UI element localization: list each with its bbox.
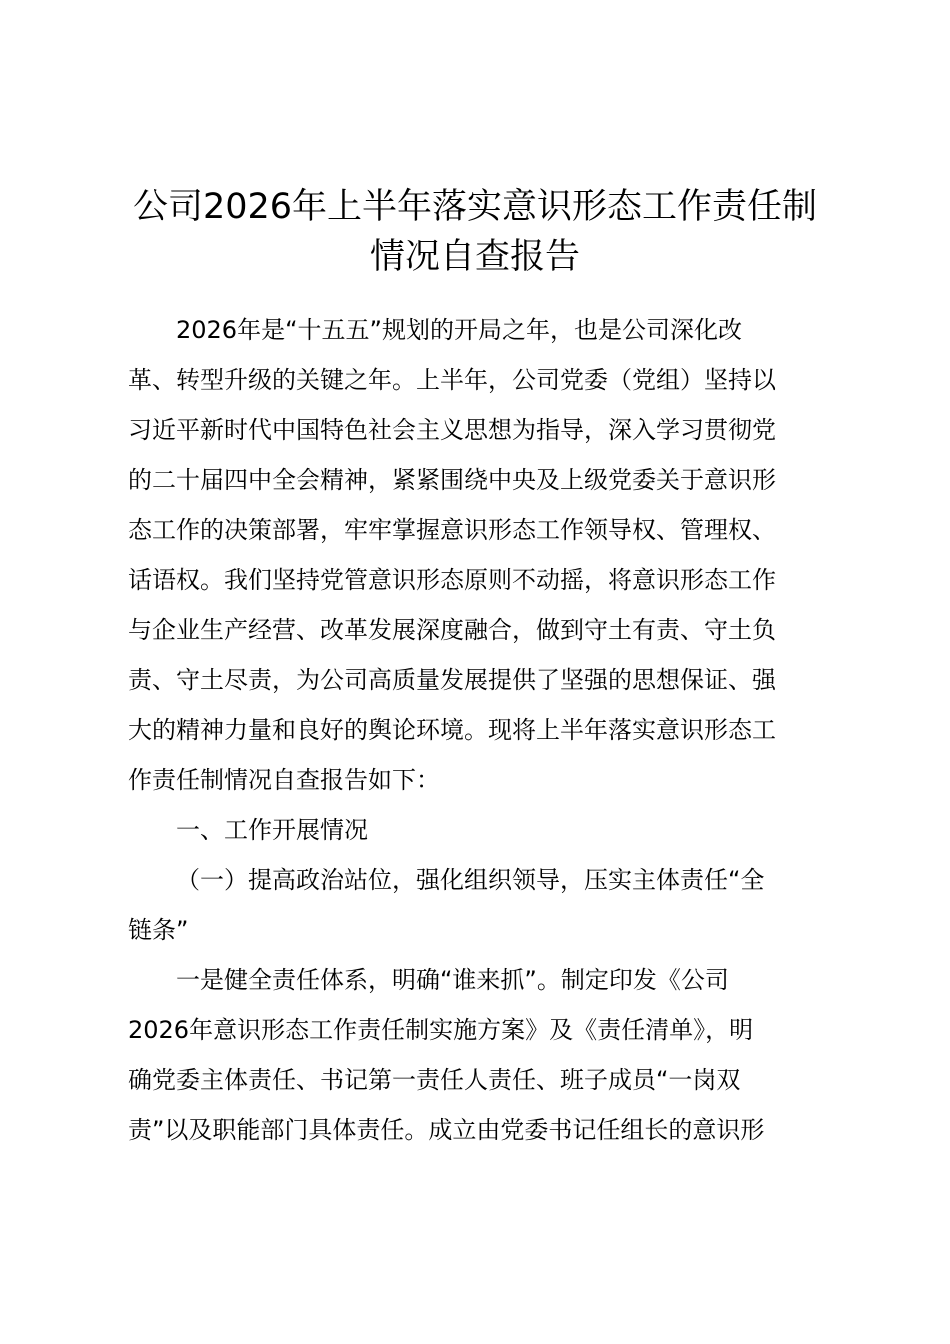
paragraph-line: 责、守土尽责，为公司高质量发展提供了坚强的思想保证、强 [128,666,776,694]
document-title-line-1: 公司2026年上半年落实意识形态工作责任制 [132,187,818,227]
paragraph-line: 习近平新时代中国特色社会主义思想为指导，深入学习贯彻党 [128,416,776,444]
paragraph-line: 大的精神力量和良好的舆论环境。现将上半年落实意识形态工 [128,716,776,744]
paragraph-line: 确党委主体责任、书记第一责任人责任、班子成员“一岗双 [128,1066,741,1094]
section-heading: 一、工作开展情况 [176,816,368,844]
subsection-heading-line: 链条” [128,916,189,944]
document-title-line-2: 情况自查报告 [369,237,580,277]
paragraph-line: 一是健全责任体系，明确“谁来抓”。制定印发《公司 [176,966,729,994]
subsection-heading-line: （一）提高政治站位，强化组织领导，压实主体责任“全 [176,866,765,894]
paragraph-line: 的二十届四中全会精神，紧紧围绕中央及上级党委关于意识形 [128,466,776,494]
paragraph-line: 责”以及职能部门具体责任。成立由党委书记任组长的意识形 [128,1116,765,1144]
paragraph-line: 作责任制情况自查报告如下： [128,766,440,794]
paragraph-line: 2026年是“十五五”规划的开局之年，也是公司深化改 [176,316,742,344]
paragraph-line: 2026年意识形态工作责任制实施方案》及《责任清单》，明 [128,1016,754,1044]
paragraph-line: 态工作的决策部署，牢牢掌握意识形态工作领导权、管理权、 [128,516,776,544]
paragraph-line: 与企业生产经营、改革发展深度融合，做到守土有责、守土负 [128,616,776,644]
paragraph-line: 革、转型升级的关键之年。上半年，公司党委（党组）坚持以 [128,366,776,394]
paragraph-line: 话语权。我们坚持党管意识形态原则不动摇，将意识形态工作 [128,566,776,594]
